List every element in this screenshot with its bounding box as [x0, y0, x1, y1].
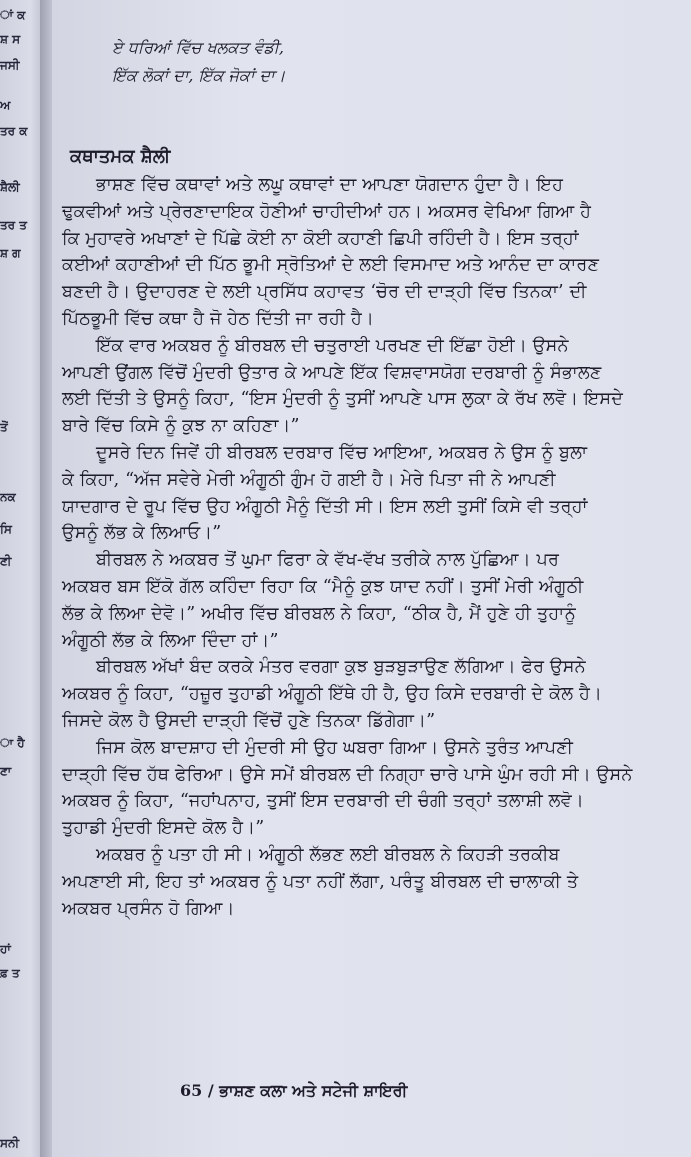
left-page-edge — [0, 0, 44, 1157]
left-fragment: ਸਿ — [0, 522, 12, 536]
verse-line: ਏ ਧਰਿਆਂ ਵਿੱਚ ਖਲਕਤ ਵੰਡੀ, — [112, 38, 284, 57]
text-line: ਦਾੜ੍ਹੀ ਵਿੱਚ ਹੱਥ ਫੇਰਿਆ। ਉਸੇ ਸਮੇਂ ਬੀਰਬਲ ਦੀ ਨਿਗ੍ਹਾ ਚਾਰੇ ਪਾਸੇ ਘੁੰਮ ਰਹੀ ਸੀ। ਉਸਨੇ — [62, 764, 633, 785]
text-line: ਅਕਬਰ ਨੂੰ ਪਤਾ ਹੀ ਸੀ। ਅੰਗੂਠੀ ਲੱਭਣ ਲਈ ਬੀਰਬਲ ਨੇ ਕਿਹੜੀ ਤਰਕੀਬ — [96, 844, 560, 865]
text-line: ਅਕਬਰ ਨੂੰ ਕਿਹਾ, “ਹਜ਼ੂਰ ਤੁਹਾਡੀ ਅੰਗੂਠੀ ਇੱਥੇ ਹੀ ਹੈ, ਉਹ ਕਿਸੇ ਦਰਬਾਰੀ ਦੇ ਕੋਲ ਹੈ। — [62, 684, 603, 705]
left-fragment: ਾ ਹੈ — [0, 736, 25, 750]
left-fragment: ਹਾਂ — [0, 942, 11, 956]
text-line: ਇੱਕ ਵਾਰ ਅਕਬਰ ਨੂੰ ਬੀਰਬਲ ਦੀ ਚਤੁਰਾਈ ਪਰਖਣ ਦੀ ਇੱਛਾ ਹੋਈ। ਉਸਨੇ — [96, 335, 569, 356]
left-fragment: ਾਂ ਕ — [0, 8, 26, 22]
text-line: ਬਣਦੀ ਹੈ। ਉਦਾਹਰਣ ਦੇ ਲਈ ਪ੍ਰਸਿੱਧ ਕਹਾਵਤ ‘ਚੋਰ ਦੀ ਦਾੜ੍ਹੀ ਵਿੱਚ ਤਿਨਕਾ’ ਦੀ — [62, 282, 587, 303]
left-fragment: ਤਰ ਤ — [0, 218, 27, 232]
text-line: ਜਿਸਦੇ ਕੋਲ ਹੈ ਉਸਦੀ ਦਾੜ੍ਹੀ ਵਿੱਚੋਂ ਹੁਣੇ ਤਿਨਕਾ ਡਿੱਗੇਗਾ।” — [62, 710, 436, 731]
body-text — [62, 172, 682, 922]
text-line: ਅਕਬਰ ਪ੍ਰਸੰਨ ਹੋ ਗਿਆ। — [62, 898, 235, 919]
left-fragment: ਜਸੀ — [0, 58, 20, 72]
left-fragment: ਤੋਂ — [0, 420, 8, 434]
left-fragment: ਅ — [0, 98, 11, 112]
text-line: ਬੀਰਬਲ ਨੇ ਅਕਬਰ ਤੋਂ ਘੁਮਾ ਫਿਰਾ ਕੇ ਵੱਖ-ਵੱਖ ਤਰੀਕੇ ਨਾਲ ਪੁੱਛਿਆ। ਪਰ — [96, 550, 560, 571]
left-fragment: ਸ਼ ਸ — [0, 32, 21, 46]
verse-line: ਇੱਕ ਲੋਕਾਂ ਦਾ, ਇੱਕ ਜੋਕਾਂ ਦਾ। — [112, 66, 286, 85]
text-line: ਬਾਰੇ ਵਿੱਚ ਕਿਸੇ ਨੂੰ ਕੁਝ ਨਾ ਕਹਿਣਾ।” — [62, 416, 300, 437]
text-line: ਬੀਰਬਲ ਅੱਖਾਂ ਬੰਦ ਕਰਕੇ ਮੰਤਰ ਵਰਗਾ ਕੁਝ ਬੁੜਬੁੜਾਉਣ ਲੱਗਿਆ। ਫੇਰ ਉਸਨੇ — [96, 657, 586, 678]
text-line: ਅਪਣਾਈ ਸੀ, ਇਹ ਤਾਂ ਅਕਬਰ ਨੂੰ ਪਤਾ ਨਹੀਂ ਲੱਗਾ, ਪਰੰਤੂ ਬੀਰਬਲ ਦੀ ਚਾਲਾਕੀ ਤੇ — [62, 871, 579, 892]
text-line: ਅਕਬਰ ਬਸ ਇੱਕੋ ਗੱਲ ਕਹਿੰਦਾ ਰਿਹਾ ਕਿ “ਮੈਨੂੰ ਕੁਝ ਯਾਦ ਨਹੀਂ। ਤੁਸੀਂ ਮੇਰੀ ਅੰਗੂਠੀ — [62, 576, 584, 597]
section-heading: ਕਥਾਤਮਕ ਸ਼ੈਲੀ — [70, 146, 171, 167]
left-fragment: ਫ਼ ਤ — [0, 966, 20, 980]
left-fragment: ਣੀ — [0, 554, 12, 568]
left-fragment: ਣਾ — [0, 764, 12, 778]
text-line: ਕੇ ਕਿਹਾ, “ਅੱਜ ਸਵੇਰੇ ਮੇਰੀ ਅੰਗੂਠੀ ਗੁੰਮ ਹੋ ਗਈ ਹੈ। ਮੇਰੇ ਪਿਤਾ ਜੀ ਨੇ ਆਪਣੀ — [62, 469, 556, 490]
left-fragment: ਨਕ — [0, 490, 16, 504]
verse-quote — [112, 34, 285, 90]
page-footer: 65 / ਭਾਸ਼ਣ ਕਲਾ ਅਤੇ ਸਟੇਜੀ ਸ਼ਾਇਰੀ — [180, 1081, 408, 1100]
text-line: ਲਈ ਦਿੱਤੀ ਤੇ ਉਸਨੂੰ ਕਿਹਾ, “ਇਸ ਮੁੰਦਰੀ ਨੂੰ ਤੁਸੀਂ ਆਪਣੇ ਪਾਸ ਲੁਕਾ ਕੇ ਰੱਖ ਲਵੋ। ਇਸਦੇ — [62, 389, 624, 410]
text-line: ਤੁਹਾਡੀ ਮੁੰਦਰੀ ਇਸਦੇ ਕੋਲ ਹੈ।” — [62, 818, 265, 839]
text-line: ਪਿੱਠਭੂਮੀ ਵਿੱਚ ਕਥਾ ਹੈ ਜੋ ਹੇਠ ਦਿੱਤੀ ਜਾ ਰਹੀ ਹੈ। — [62, 308, 374, 329]
text-line: ਅੰਗੂਠੀ ਲੱਭ ਕੇ ਲਿਆ ਦਿੰਦਾ ਹਾਂ।” — [62, 630, 279, 651]
left-fragment: ਸਨੀ — [0, 1136, 20, 1150]
left-fragment: ਤਰ ਕ — [0, 124, 28, 138]
text-line: ਕਈਆਂ ਕਹਾਣੀਆਂ ਦੀ ਪਿੱਠ ਭੂਮੀ ਸ੍ਰੋਤਿਆਂ ਦੇ ਲਈ ਵਿਸਮਾਦ ਅਤੇ ਆਨੰਦ ਦਾ ਕਾਰਣ — [62, 255, 600, 276]
text-line: ਆਪਣੀ ਉਂਗਲ ਵਿੱਚੋਂ ਮੁੰਦਰੀ ਉਤਾਰ ਕੇ ਆਪਣੇ ਇੱਕ ਵਿਸ਼ਵਾਸਯੋਗ ਦਰਬਾਰੀ ਨੂੰ ਸੰਭਾਲਣ — [62, 362, 602, 383]
text-line: ਯਾਦਗਾਰ ਦੇ ਰੂਪ ਵਿੱਚ ਉਹ ਅੰਗੂਠੀ ਮੈਨੂੰ ਦਿੱਤੀ ਸੀ। ਇਸ ਲਈ ਤੁਸੀਂ ਕਿਸੇ ਵੀ ਤਰ੍ਹਾਂ — [62, 496, 588, 517]
text-line: ਦੂਸਰੇ ਦਿਨ ਜਿਵੇਂ ਹੀ ਬੀਰਬਲ ਦਰਬਾਰ ਵਿੱਚ ਆਇਆ, ਅਕਬਰ ਨੇ ਉਸ ਨੂੰ ਬੁਲਾ — [96, 442, 588, 463]
left-fragment: ਸ਼ ਗ — [0, 246, 21, 260]
left-fragment: ਸ਼ੈਲੀ — [0, 180, 20, 194]
text-line: ਕਿ ਮੁਹਾਵਰੇ ਅਖਾਣਾਂ ਦੇ ਪਿੱਛੇ ਕੋਈ ਨਾ ਕੋਈ ਕਹਾਣੀ ਛਿਪੀ ਰਹਿੰਦੀ ਹੈ। ਇਸ ਤਰ੍ਹਾਂ — [62, 228, 579, 249]
text-line: ਭਾਸ਼ਣ ਵਿੱਚ ਕਥਾਵਾਂ ਅਤੇ ਲਘੂ ਕਥਾਵਾਂ ਦਾ ਆਪਣਾ ਯੋਗਦਾਨ ਹੁੰਦਾ ਹੈ। ਇਹ — [96, 175, 564, 195]
text-line: ਜਿਸ ਕੋਲ ਬਾਦਸ਼ਾਹ ਦੀ ਮੁੰਦਰੀ ਸੀ ਉਹ ਘਬਰਾ ਗਿਆ। ਉਸਨੇ ਤੁਰੰਤ ਆਪਣੀ — [96, 737, 574, 758]
text-line: ਢੁਕਵੀਆਂ ਅਤੇ ਪ੍ਰੇਰਣਾਦਾਇਕ ਹੋਣੀਆਂ ਚਾਹੀਦੀਆਂ ਹਨ। ਅਕਸਰ ਵੇਖਿਆ ਗਿਆ ਹੈ — [62, 201, 592, 222]
text-line: ਉਸਨੂੰ ਲੱਭ ਕੇ ਲਿਆਓ।” — [62, 523, 222, 544]
book-page — [52, 0, 691, 1157]
text-line: ਅਕਬਰ ਨੂੰ ਕਿਹਾ, “ਜਹਾਂਪਨਾਹ, ਤੁਸੀਂ ਇਸ ਦਰਬਾਰੀ ਦੀ ਚੰਗੀ ਤਰ੍ਹਾਂ ਤਲਾਸ਼ੀ ਲਵੋ। — [62, 791, 584, 812]
text-line: ਲੱਭ ਕੇ ਲਿਆ ਦੇਵੋ।” ਅਖੀਰ ਵਿੱਚ ਬੀਰਬਲ ਨੇ ਕਿਹਾ, “ਠੀਕ ਹੈ, ਮੈਂ ਹੁਣੇ ਹੀ ਤੁਹਾਨੂੰ — [62, 603, 576, 624]
